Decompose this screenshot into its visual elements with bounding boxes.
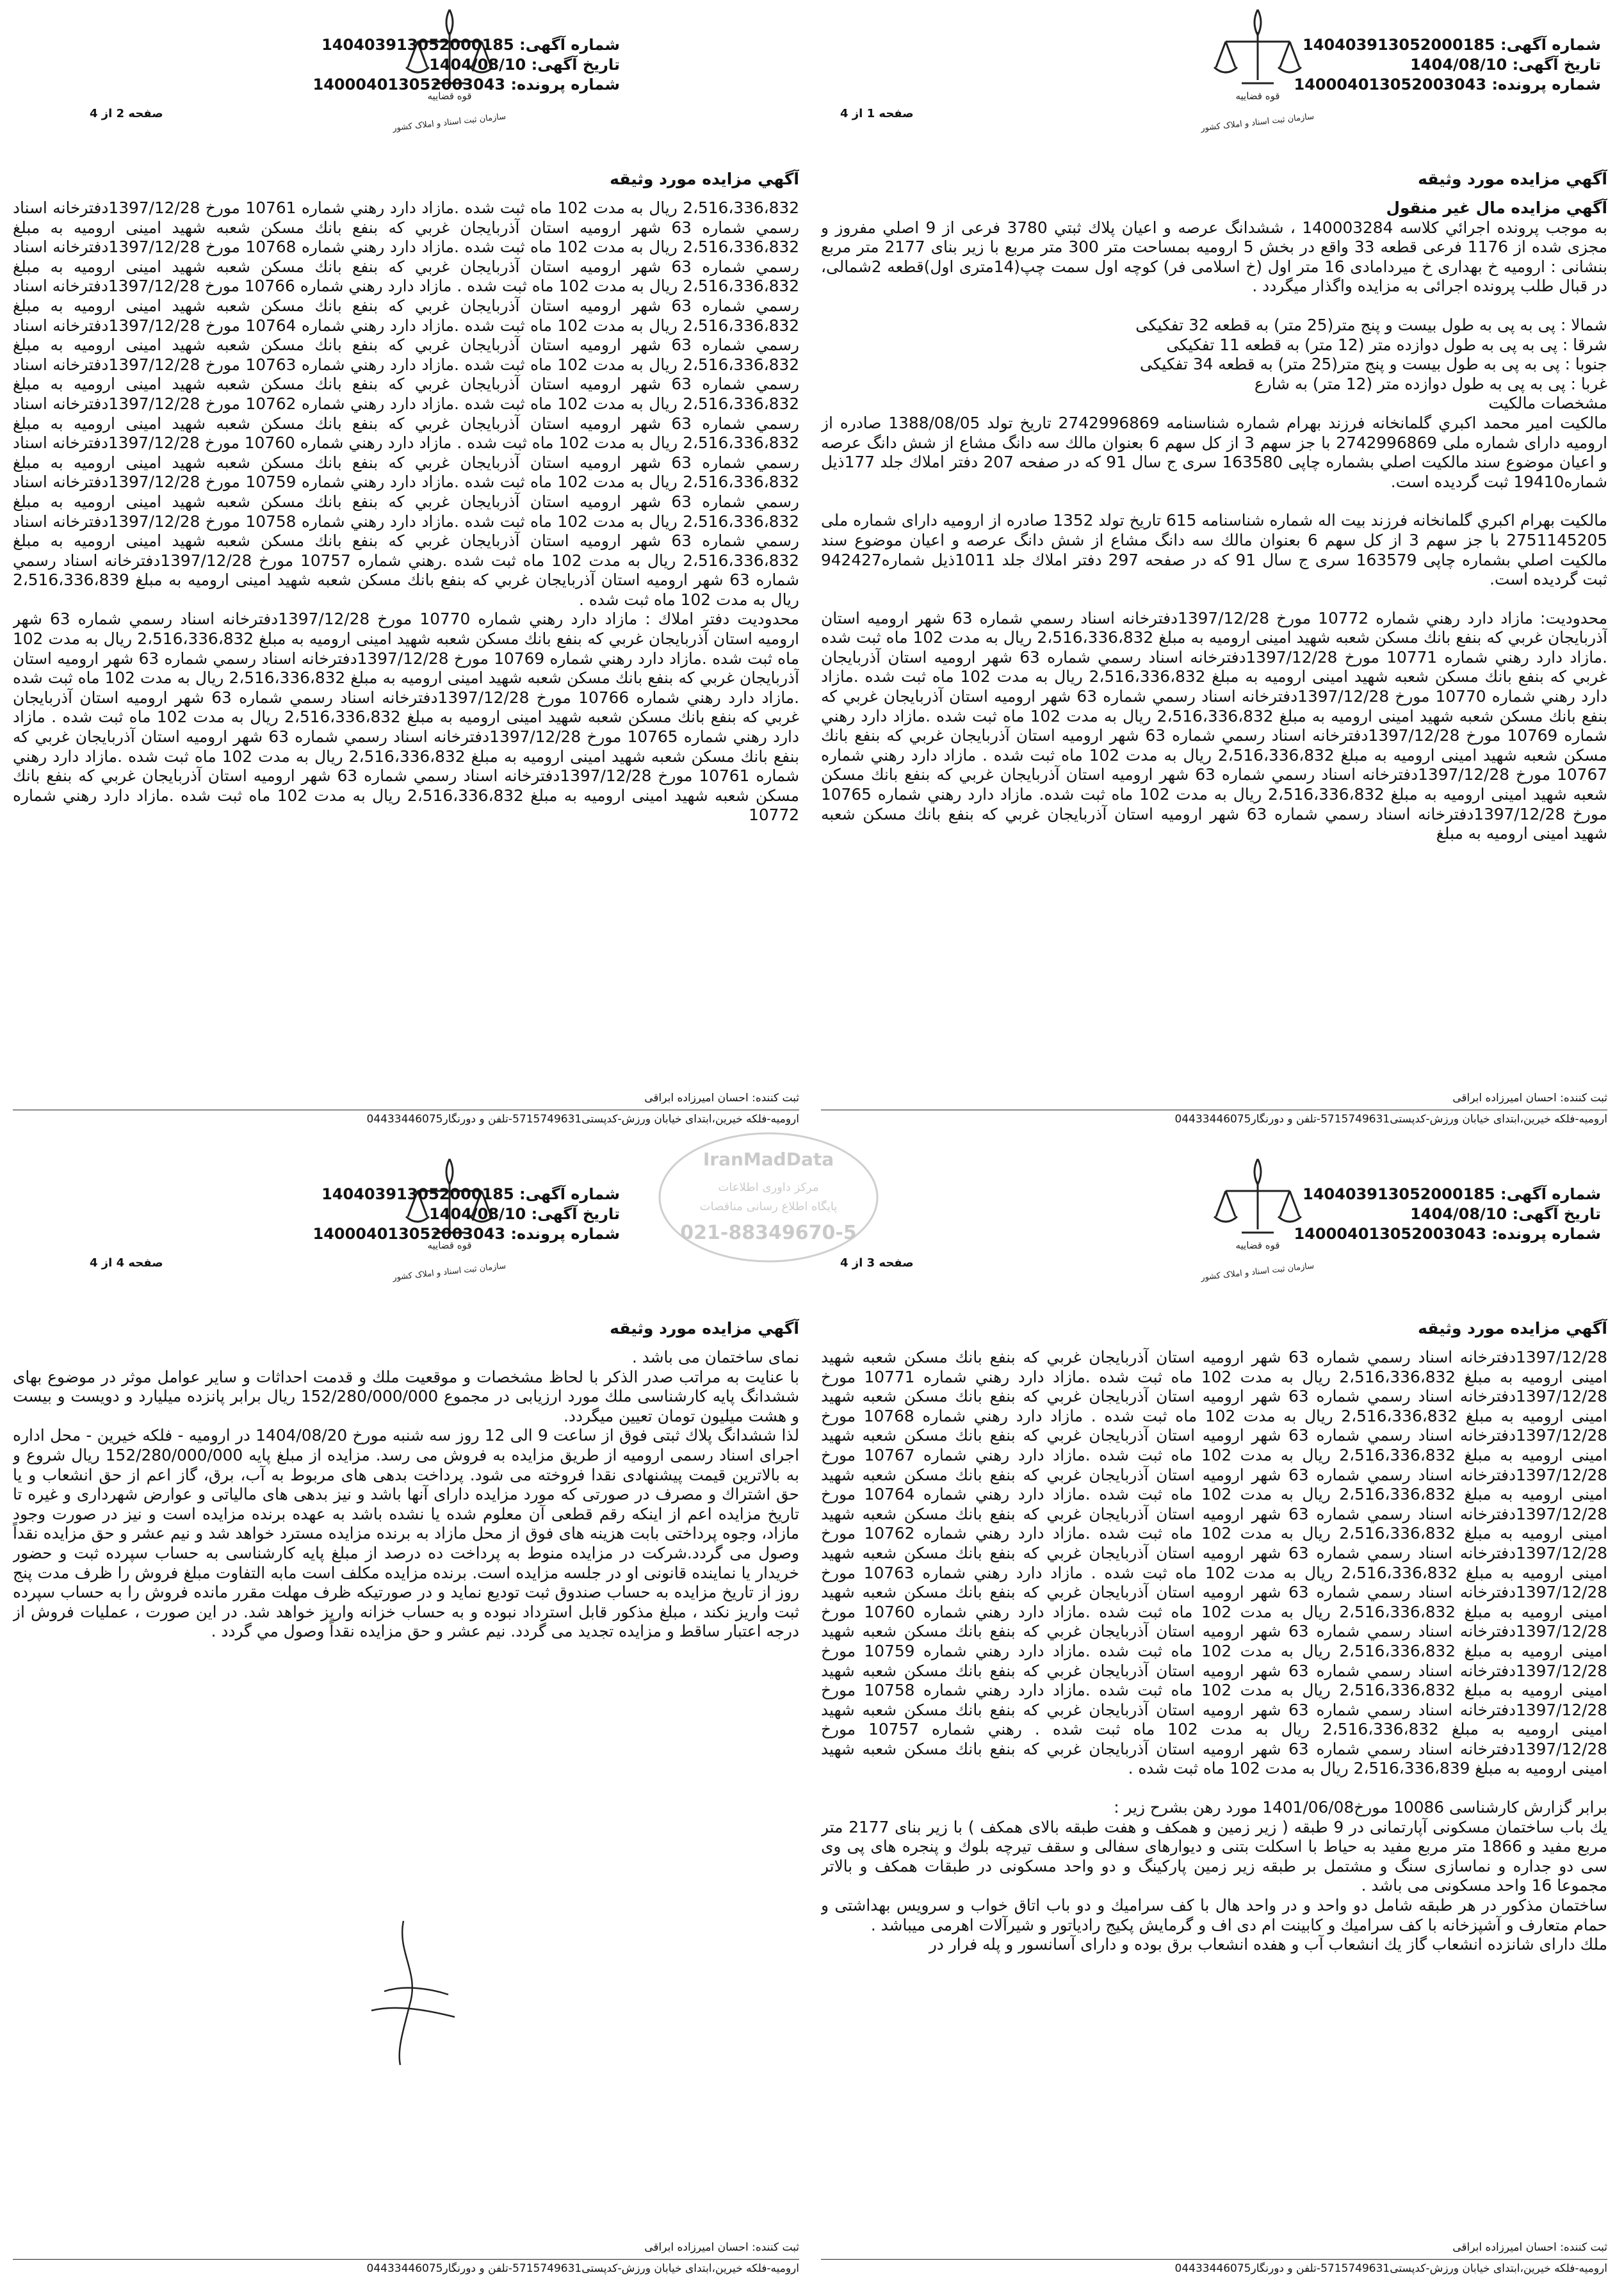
paragraph: شمالا : پى به پى به طول بيست و پنج متر(25 متر) به قطعه 32 تفكيكى (1135, 315, 1607, 334)
notice-page-1 (821, 3, 1607, 1130)
svg-text:قوه قضاييه: قوه قضاييه (1235, 1240, 1280, 1251)
page-number: صفحه 2 از 4 (90, 107, 163, 120)
file-number: 140004013052003043 (313, 1225, 506, 1243)
ad-date: 1404/08/10 (429, 1205, 526, 1223)
paragraph: مالكيت امير محمد اكبري گلمانخانه فرزند بهرام شماره شناسنامه 2742996869 تاريخ تولد 1388/08/05 صادره از اروميه داراى شماره ملى 2742996869 با جز سهم 3 از كل سهم 6 بعنوان مالك سه دانگ مشاع از شش دانگ عرصه و اعيان موضوع سند مالكيت اصلي بشماره چاپى 163580 سرى ج سال 91 كه در صفحه 207 دفتر املاك جلد 177ذيل شماره19410 ثبت گرديده است. (821, 413, 1607, 491)
svg-text:سازمان ثبت اسناد و املاک کشور: سازمان ثبت اسناد و املاک کشور (1200, 1261, 1315, 1283)
notice-title: آگهي مزايده مورد وثيقه (610, 1319, 799, 1338)
notice-body (821, 1348, 1607, 1955)
file-number: 140004013052003043 (1294, 76, 1487, 93)
paragraph: مالكيت بهرام اكبري گلمانخانه فرزند بيت اله شماره شناسنامه 615 تاريخ تولد 1352 صادره از اروميه داراى شماره ملى 2751145205 با جز سهم 3 از كل سهم 6 بعنوان مالك سه دانگ مشاع از شش دانگ عرصه و اعيان موضوع سند مالكيت اصلي بشماره چاپى 163579 سرى ج سال 91 كه در صفحه 297 دفتر املاك جلد 1011ذيل شماره942427 ثبت گرديده است. (821, 511, 1607, 589)
svg-text:IranMadData: IranMadData (702, 1149, 834, 1170)
notice-title: آگهي مزايده مورد وثيقه (610, 170, 799, 188)
issuer: ثبت کننده: احسان امیرزاده ابراقی (1452, 1092, 1607, 1105)
paragraph: به موجب پرونده اجرائي كلاسه 140003284 ، ششدانگ عرصه و اعيان پلاك ثبتي 3780 فرعى از 9 اصلي مفروز و مجزى شده از 1176 فرعى قطعه 33 واقع در بخش 5 اروميه بمساحت متر 300 متر مربع با زير بناى 2177 متر مربع بنشانى : اروميه خ بهدارى خ ميردامادى 16 متر اول (خ اسلامى فر) كوچه اول سمت چپ(14مترى اول)قطعه 2شمالى، در قبال طلب پرونده اجرائى به مزايده واگذار ميگردد . (821, 218, 1607, 296)
notice-page-2 (13, 3, 799, 1130)
page-header (821, 3, 1607, 163)
page-number: صفحه 4 از 4 (90, 1256, 163, 1270)
paragraph: 2،516،336،832 ريال به مدت 102 ماه ثبت شده .مازاد دارد رهني شماره 10761 مورخ 1397/12/28دفترخانه اسناد رسمي شماره 63 شهر اروميه استان آذربايجان غربي كه بنفع بانك مسكن شعبه شهيد امينى اروميه به مبلغ 2،516،336،832 ريال به مدت 102 ماه ثبت شده .مازاد دارد رهني شماره 10768 مورخ 1397/12/28دفترخانه اسناد رسمي شماره 63 شهر اروميه استان آذربايجان غربي كه بنفع بانك مسكن شعبه شهيد امينى اروميه به مبلغ 2،516،336،832 ريال به مدت 102 ماه ثبت شده . مازاد دارد رهني شماره 10766 مورخ 1397/12/28دفترخانه اسناد رسمي شماره 63 شهر اروميه استان آذربايجان غربي كه بنفع بانك مسكن شعبه شهيد امينى اروميه به مبلغ 2،516،336،832 ريال به مدت 102 ماه ثبت شده .مازاد دارد رهني شماره 10764 مورخ 1397/12/28دفترخانه اسناد رسمي شماره 63 شهر اروميه استان آذربايجان غربي كه بنفع بانك مسكن شعبه شهيد امينى اروميه به مبلغ 2،516،336،832 ريال به مدت 102 ماه ثبت شده .مازاد دارد رهني شماره 10763 مورخ 1397/12/28دفترخانه اسناد رسمي شماره 63 شهر اروميه استان آذربايجان غربي كه بنفع بانك مسكن شعبه شهيد امينى اروميه به مبلغ 2،516،336،832 ريال به مدت 102 ماه ثبت شده .مازاد دارد رهني شماره 10762 مورخ 1397/12/28دفترخانه اسناد رسمي شماره 63 شهر اروميه استان آذربايجان غربي كه بنفع بانك مسكن شعبه شهيد امينى اروميه به مبلغ 2،516،336،832 ريال به مدت 102 ماه ثبت شده . مازاد دارد رهني شماره 10760 مورخ 1397/12/28دفترخانه اسناد رسمي شماره 63 شهر اروميه استان آذربايجان غربي كه بنفع بانك مسكن شعبه شهيد امينى اروميه به مبلغ 2،516،336،832 ريال به مدت 102 ماه ثبت شده .مازاد دارد رهني شماره 10759 مورخ 1397/12/28دفترخانه اسناد رسمي شماره 63 شهر اروميه استان آذربايجان غربي كه بنفع بانك مسكن شعبه شهيد امينى اروميه به مبلغ 2،516،336،832 ريال به مدت 102 ماه ثبت شده .مازاد دارد رهني شماره 10758 مورخ 1397/12/28دفترخانه اسناد رسمي شماره 63 شهر اروميه استان آذربايجان غربي كه بنفع بانك مسكن شعبه شهيد امينى اروميه به مبلغ 2،516،336،832 ريال به مدت 102 ماه ثبت شده .رهني شماره 10757 مورخ 1397/12/28دفترخانه اسناد رسمي شماره 63 شهر اروميه استان آذربايجان غربي كه بنفع بانك مسكن شعبه شهيد امينى اروميه به مبلغ 2،516،336،839 ريال به مدت 102 ماه ثبت شده . (13, 198, 799, 609)
ad-date: 1404/08/10 (1410, 1205, 1507, 1223)
ad-meta: شماره آگهی: 140403913052000185 تاریخ آگهی: 1404/08/10 شماره پرونده: 140004013052003043 (313, 1185, 620, 1243)
page-header (13, 3, 799, 163)
svg-text:قوه قضاييه: قوه قضاييه (427, 90, 472, 102)
notice-title: آگهي مزايده مورد وثيقه (1418, 1319, 1607, 1338)
address: ارومیه-فلکه خیرین،ابتدای خیابان ورزش-کدپستی5715749631-تلفن و دورنگار04433446075 (821, 1110, 1607, 1126)
ad-date: 1404/08/10 (1410, 56, 1507, 74)
svg-text:مرکز داوری اطلاعات: مرکز داوری اطلاعات (718, 1181, 819, 1194)
ad-meta: شماره آگهی: 140403913052000185 تاریخ آگهی: 1404/08/10 شماره پرونده: 140004013052003043 (1294, 1185, 1601, 1243)
paragraph: محدوديت: مازاد دارد رهني شماره 10772 مورخ 1397/12/28دفترخانه اسناد رسمي شماره 63 شهر اروميه استان آذربايجان غربي كه بنفع بانك مسكن شعبه شهيد امينى اروميه به مبلغ 2،516،336،832 ريال به مدت 102 ماه ثبت شده .مازاد دارد رهني شماره 10771 مورخ 1397/12/28دفترخانه اسناد رسمي شماره 63 شهر اروميه استان آذربايجان غربي كه بنفع بانك مسكن شعبه شهيد امينى اروميه به مبلغ 2،516،336،832 ريال به مدت 102 ماه ثبت شده .مازاد دارد رهني شماره 10770 مورخ 1397/12/28دفترخانه اسناد رسمي شماره 63 شهر اروميه استان آذربايجان غربي كه بنفع بانك مسكن شعبه شهيد امينى اروميه به مبلغ 2،516،336،832 ريال به مدت 102 ماه ثبت شده .مازاد دارد رهني شماره 10769 مورخ 1397/12/28دفترخانه اسناد رسمي شماره 63 شهر اروميه استان آذربايجان غربي كه بنفع بانك مسكن شعبه شهيد امينى اروميه به مبلغ 2،516،336،832 ريال به مدت 102 ماه ثبت شده . مازاد دارد رهني شماره 10767 مورخ 1397/12/28دفترخانه اسناد رسمي شماره 63 شهر اروميه استان آذربايجان غربي كه بنفع بانك مسكن شعبه شهيد امينى اروميه به مبلغ 2،516،336،832 ريال به مدت 102 ماه ثبت شده. مازاد دارد رهني شماره 10765 مورخ 1397/12/28دفترخانه اسناد رسمي شماره 63 شهر اروميه استان آذربايجان غربي كه بنفع بانك مسكن شعبه شهيد امينى اروميه به مبلغ (821, 608, 1607, 843)
issuer: ثبت کننده: احسان امیرزاده ابراقی (644, 2241, 799, 2254)
ad-number: 140403913052000185 (1303, 36, 1495, 54)
ad-meta: شماره آگهی: 140403913052000185 تاریخ آگهی: 1404/08/10 شماره پرونده: 140004013052003043 (313, 36, 620, 93)
paragraph: شرقا : پى به پى به طول دوازده متر (12 متر) به قطعه 11 تفكيكى (1166, 335, 1607, 354)
paragraph: يك باب ساختمان مسكونى آپارتمانى در 9 طبقه ( زير زمين و همكف و هفت طبقه بالاى همكف ) با زير بناى 2177 متر مربع مفيد و 1866 متر مربع مفيد به حياط با اسكلت بتنى و ديوارهاى سفالى و سقف تيرچه بلوك و پنجره هاى پى وى سى دو جداره و نماسازى سنگ و مشتمل بر طبقه زير زمين پاركينگ و دو واحد مسكونى در طبقات همكف و بالاتر مجموعا 16 واحد مسكونى مى باشد . (821, 1817, 1607, 1895)
notice-body (821, 198, 1607, 844)
signature-icon (359, 1915, 461, 2068)
paragraph: 1397/12/28دفترخانه اسناد رسمي شماره 63 شهر اروميه استان آذربايجان غربي كه بنفع بانك مسكن شعبه شهيد امينى اروميه به مبلغ 2،516،336،832 ريال به مدت 102 ماه ثبت شده .مازاد دارد رهني شماره 10771 مورخ 1397/12/28دفترخانه اسناد رسمي شماره 63 شهر اروميه استان آذربايجان غربي كه بنفع بانك مسكن شعبه شهيد امينى اروميه به مبلغ 2،516،336،832 ريال به مدت 102 ماه ثبت شده . مازاد دارد رهني شماره 10768 مورخ 1397/12/28دفترخانه اسناد رسمي شماره 63 شهر اروميه استان آذربايجان غربي كه بنفع بانك مسكن شعبه شهيد امينى اروميه به مبلغ 2،516،336،832 ريال به مدت 102 ماه ثبت شده .مازاد دارد رهني شماره 10767 مورخ 1397/12/28دفترخانه اسناد رسمي شماره 63 شهر اروميه استان آذربايجان غربي كه بنفع بانك مسكن شعبه شهيد امينى اروميه به مبلغ 2،516،336،832 ريال به مدت 102 ماه ثبت شده .مازاد دارد رهني شماره 10764 مورخ 1397/12/28دفترخانه اسناد رسمي شماره 63 شهر اروميه استان آذربايجان غربي كه بنفع بانك مسكن شعبه شهيد امينى اروميه به مبلغ 2،516،336،832 ريال به مدت 102 ماه ثبت شده .مازاد دارد رهني شماره 10762 مورخ 1397/12/28دفترخانه اسناد رسمي شماره 63 شهر اروميه استان آذربايجان غربي كه بنفع بانك مسكن شعبه شهيد امينى اروميه به مبلغ 2،516،336،832 ريال به مدت 102 ماه ثبت شده . مازاد دارد رهني شماره 10763 مورخ 1397/12/28دفترخانه اسناد رسمي شماره 63 شهر اروميه استان آذربايجان غربي كه بنفع بانك مسكن شعبه شهيد امينى اروميه به مبلغ 2،516،336،832 ريال به مدت 102 ماه ثبت شده .مازاد دارد رهني شماره 10760 مورخ 1397/12/28دفترخانه اسناد رسمي شماره 63 شهر اروميه استان آذربايجان غربي كه بنفع بانك مسكن شعبه شهيد امينى اروميه به مبلغ 2،516،336،832 ريال به مدت 102 ماه ثبت شده .مازاد دارد رهني شماره 10759 مورخ 1397/12/28دفترخانه اسناد رسمي شماره 63 شهر اروميه استان آذربايجان غربي كه بنفع بانك مسكن شعبه شهيد امينى اروميه به مبلغ 2،516،336،832 ريال به مدت 102 ماه ثبت شده .مازاد دارد رهني شماره 10758 مورخ 1397/12/28دفترخانه اسناد رسمي شماره 63 شهر اروميه استان آذربايجان غربي كه بنفع بانك مسكن شعبه شهيد امينى اروميه به مبلغ 2،516،336،832 ريال به مدت 102 ماه ثبت شده . رهني شماره 10757 مورخ 1397/12/28دفترخانه اسناد رسمي شماره 63 شهر اروميه استان آذربايجان غربي كه بنفع بانك مسكن شعبه شهيد امينى اروميه به مبلغ 2،516،336،839 ريال به مدت 102 ماه ثبت شده . (821, 1348, 1607, 1778)
paragraph: جنوبا : پى به پى به طول بيست و پنج متر(25 متر) به قطعه 34 تفكيكى (1139, 355, 1607, 374)
svg-text:قوه قضاييه: قوه قضاييه (1235, 90, 1280, 102)
ad-date: 1404/08/10 (429, 56, 526, 74)
ad-meta: شماره آگهی: 140403913052000185 تاریخ آگهی: 1404/08/10 شماره پرونده: 140004013052003043 (1294, 36, 1601, 93)
file-number: 140004013052003043 (1294, 1225, 1487, 1243)
page-number: صفحه 3 از 4 (840, 1256, 914, 1270)
paragraph: برابر گزارش كارشناسى 10086 مورخ1401/06/08 مورد رهن بشرح زير : (1114, 1798, 1607, 1817)
address: ارومیه-فلکه خیرین،ابتدای خیابان ورزش-کدپستی5715749631-تلفن و دورنگار04433446075 (13, 1110, 799, 1126)
svg-text:021-88349670-5: 021-88349670-5 (680, 1222, 857, 1244)
file-number: 140004013052003043 (313, 76, 506, 93)
svg-text:قوه قضاييه: قوه قضاييه (427, 1240, 472, 1251)
notice-page-4 (13, 1153, 799, 2279)
paragraph: لذا ششدانگ پلاك ثبتى فوق از ساعت 9 الى 12 روز سه شنبه مورخ 1404/08/20 در اروميه - فلكه خيرين - محل اداره اجراى اسناد رسمى اروميه از طريق مزايده به فروش مى رسد. مزايده از مبلغ پايه 152/280/000/000 ريال شروع و به بالاترين قيمت پيشنهادى نقدا فروخته مى شود. پرداخت بدهى هاى مربوط به آب، برق، گاز اعم از حق انشعاب و يا حق اشتراك و مصرف در صورتى كه مورد مزايده داراى آنها باشد و نيز بدهى هاى مالياتى و عوارض شهردارى و غيره تا تاريخ مزايده اعم از اينكه رقم قطعى آن معلوم شده يا نشده باشد به عهده برنده مزايده است و نيز در صورت وجود مازاد، وجوه پرداختى بابت هزينه هاى فوق از محل مازاد به برنده مزايده مسترد خواهد شد و نيم عشر و حق مزايده نقداً وصول مى گردد.شركت در مزايده منوط به پرداخت ده درصد از مبلغ پايه كارشناسى به حساب سپرده ثبت و حضور خريدار يا نماينده قانونى او در جلسه مزايده است. برنده مزايده مكلف است مابه التفاوت مبلغ فروش را ظرف مدت پنج روز از تاريخ مزايده به حساب صندوق ثبت توديع نمايد و در صورتيكه ظرف مهلت مقرر مانده فروش را به حساب سپرده ثبت واريز نكند ، مبلغ مذكور قابل استرداد نبوده و به حساب خزانه واريز خواهد شد. در اين صورت ، عمليات فروش از درجه اعتبار ساقط و مزايده تجديد مى گردد. نيم عشر و حق مزايده نقداً وصول مي گردد . (13, 1426, 799, 1641)
notice-body (13, 198, 799, 825)
watermark-stamp (653, 1127, 884, 1268)
svg-text:سازمان ثبت اسناد و املاک کشور: سازمان ثبت اسناد و املاک کشور (1200, 111, 1315, 134)
paragraph: غربا : پى به پى به طول دوازده متر (12 متر) به شارع (1254, 374, 1607, 393)
paragraph: مشخصات مالكيت (1488, 394, 1607, 413)
ad-number: 140403913052000185 (321, 1185, 514, 1203)
notice-body (13, 1348, 799, 1642)
ad-number: 140403913052000185 (1303, 1185, 1495, 1203)
page-header (821, 1153, 1607, 1313)
paragraph: نماى ساختمان مى باشد . (631, 1348, 799, 1366)
issuer: ثبت کننده: احسان امیرزاده ابراقی (644, 1092, 799, 1105)
notice-title: آگهي مزايده مورد وثيقه (1418, 170, 1607, 188)
paragraph: با عنايت به مراتب صدر الذكر با لحاظ مشخصات و موقعيت ملك و قدمت احداثات و ساير عوامل موثر در موضوع بهاى ششدانگ پايه كارشناسى ملك مورد ارزيابى در مجموع 152/280/000/000 ريال برابر پانزده ميليارد و دويست و بيست و هشت ميليون تومان تعيين ميگردد. (13, 1367, 799, 1425)
svg-text:پایگاه اطلاع رسانی مناقصات: پایگاه اطلاع رسانی مناقصات (699, 1200, 838, 1213)
address: ارومیه-فلکه خیرین،ابتدای خیابان ورزش-کدپستی5715749631-تلفن و دورنگار04433446075 (821, 2259, 1607, 2275)
paragraph: آگهي مزايده مال غير منقول (1386, 198, 1607, 217)
paragraph: ساختمان مذكور در هر طبقه شامل دو واحد و در واحد هال با كف سراميك و دو باب اتاق خواب و سرويس بهداشتى و حمام متعارف و آشپزخانه با كف سراميك و كابينت ام دى اف و گرمايش پكيج رادياتور و شيرآلات اهرمى ميباشد . (821, 1896, 1607, 1934)
address: ارومیه-فلکه خیرین،ابتدای خیابان ورزش-کدپستی5715749631-تلفن و دورنگار04433446075 (13, 2259, 799, 2275)
paragraph: محدوديت دفتر املاك : مازاد دارد رهني شماره 10770 مورخ 1397/12/28دفترخانه اسناد رسمي شماره 63 شهر اروميه استان آذربايجان غربي كه بنفع بانك مسكن شعبه شهيد امينى اروميه به مبلغ 2،516،336،832 ريال به مدت 102 ماه ثبت شده .مازاد دارد رهني شماره 10769 مورخ 1397/12/28دفترخانه اسناد رسمي شماره 63 شهر اروميه استان آذربايجان غربي كه بنفع بانك مسكن شعبه شهيد امينى اروميه به مبلغ 2،516،336،832 ريال به مدت 102 ماه ثبت شده .مازاد دارد رهني شماره 10766 مورخ 1397/12/28دفترخانه اسناد رسمي شماره 63 شهر اروميه استان آذربايجان غربي كه بنفع بانك مسكن شعبه شهيد امينى اروميه به مبلغ 2،516،336،832 ريال به مدت 102 ماه ثبت شده . مازاد دارد رهني شماره 10765 مورخ 1397/12/28دفترخانه اسناد رسمي شماره 63 شهر اروميه استان آذربايجان غربي كه بنفع بانك مسكن شعبه شهيد امينى اروميه به مبلغ 2،516،336،832 ريال به مدت 102 ماه ثبت شده .مازاد دارد رهني شماره 10761 مورخ 1397/12/28دفترخانه اسناد رسمي شماره 63 شهر اروميه استان آذربايجان غربي كه بنفع بانك مسكن شعبه شهيد امينى اروميه به مبلغ 2،516،336،832 ريال به مدت 102 ماه ثبت شده .مازاد دارد رهني شماره 10772 (13, 610, 799, 825)
page-number: صفحه 1 از 4 (840, 107, 914, 120)
paragraph: ملك داراى شانزده انشعاب گاز يك انشعاب آب و هفده انشعاب برق بوده و داراى آسانسور و پله فرار در (929, 1935, 1607, 1954)
notice-page-3 (821, 1153, 1607, 2279)
svg-text:سازمان ثبت اسناد و املاک کشور: سازمان ثبت اسناد و املاک کشور (392, 111, 507, 134)
issuer: ثبت کننده: احسان امیرزاده ابراقی (1452, 2241, 1607, 2254)
ad-number: 140403913052000185 (321, 36, 514, 54)
svg-text:سازمان ثبت اسناد و املاک کشور: سازمان ثبت اسناد و املاک کشور (392, 1261, 507, 1283)
